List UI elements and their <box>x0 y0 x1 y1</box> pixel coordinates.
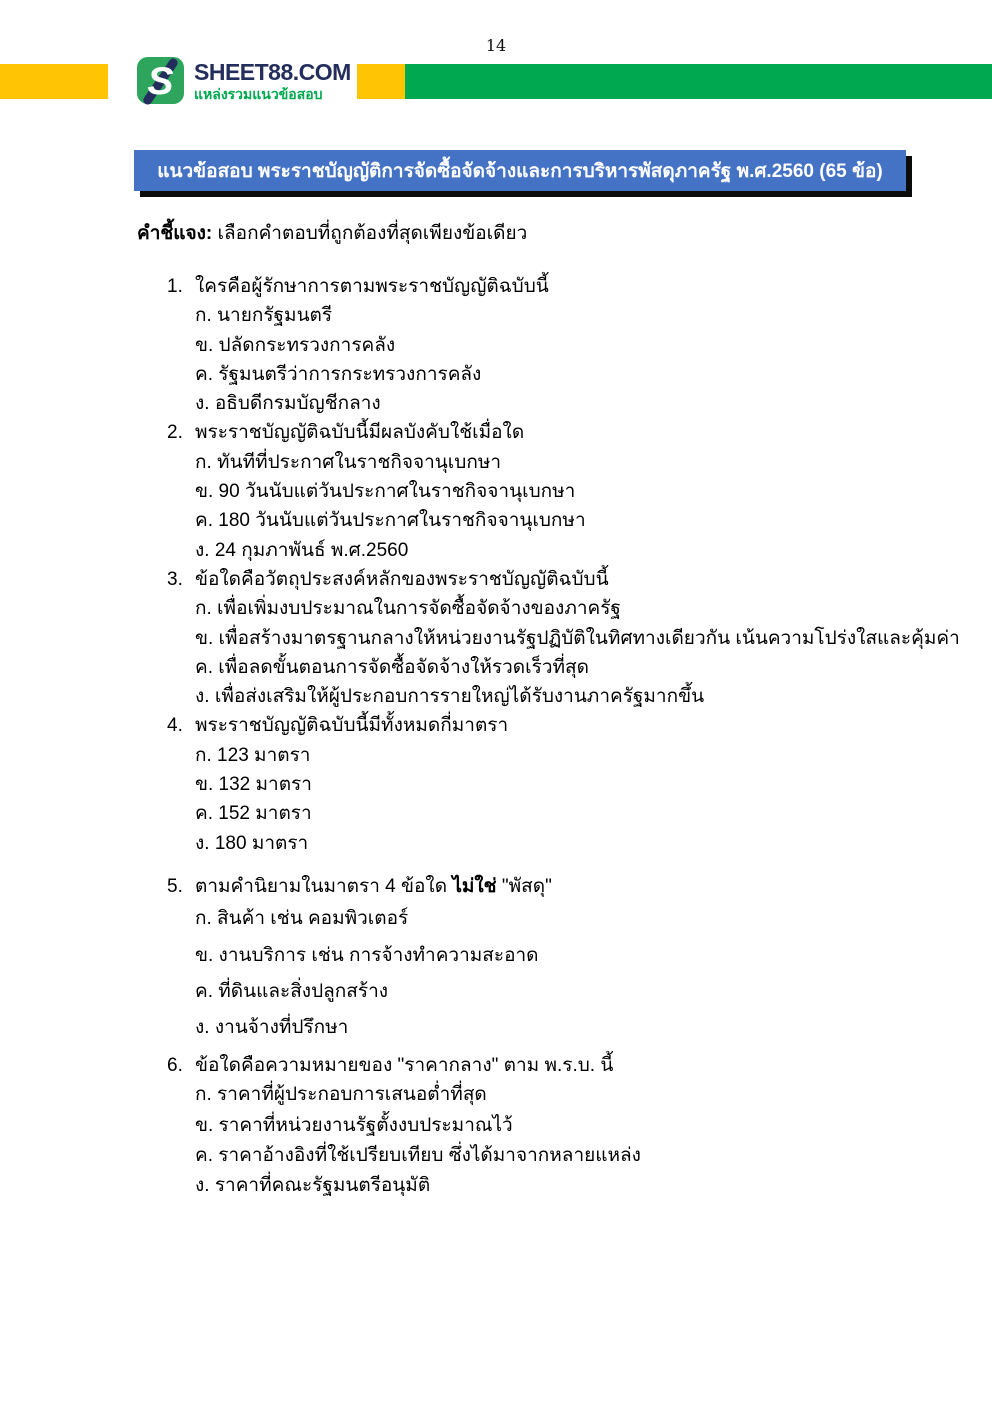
question-head <box>167 565 977 594</box>
logo-brand-name: SHEET88.COM <box>194 58 351 85</box>
question-text: ข้อใดคือวัตถุประสงค์หลักของพระราชบัญญัติฉบับนี้ <box>195 568 609 590</box>
questions <box>167 272 977 1202</box>
option-item: ง. อธิบดีกรมบัญชีกลาง <box>195 393 381 415</box>
option-item: ข. ราคาที่หน่วยงานรัฐตั้งงบประมาณไว้ <box>195 1114 513 1136</box>
sheet88-logo <box>136 56 357 105</box>
option-item: ก. ราคาที่ผู้ประกอบการเสนอต่ำที่สุด <box>195 1084 487 1106</box>
question-text: พระราชบัญญัติฉบับนี้มีทั้งหมดกี่มาตรา <box>195 715 509 737</box>
question-head <box>167 418 977 447</box>
svg-text:S: S <box>147 60 174 104</box>
question-item <box>167 1051 977 1202</box>
exam-title-banner: แนวข้อสอบ พระราชบัญญัติการจัดซื้อจัดจ้างและการบริหารพัสดุภาครัฐ พ.ศ.2560 (65 ข้อ) <box>134 150 906 191</box>
question-text: ข้อใดคือความหมายของ "ราคากลาง" ตาม พ.ร.บ. นี้ <box>195 1054 614 1076</box>
option-item: ง. เพื่อส่งเสริมให้ผู้ประกอบการรายใหญ่ได้รับงานภาครัฐมากขึ้น <box>195 686 705 708</box>
question-item <box>167 272 977 418</box>
question-options <box>167 594 977 711</box>
option-item: ค. ราคาอ้างอิงที่ใช้เปรียบเทียบ ซึ่งได้มาจากหลายแหล่ง <box>195 1144 641 1166</box>
question-text: ใครคือผู้รักษาการตามพระราชบัญญัติฉบับนี้ <box>195 276 549 297</box>
question-head <box>167 711 977 740</box>
option-item: ง. ราคาที่คณะรัฐมนตรีอนุมัติ <box>195 1175 431 1197</box>
option-item: ข. งานบริการ เช่น การจ้างทำความสะอาด <box>195 944 539 966</box>
question-item <box>167 565 977 711</box>
logo-tagline: แหล่งรวมแนวข้อสอบ <box>194 85 323 102</box>
question-head <box>167 1051 977 1080</box>
question-head <box>167 872 977 901</box>
instructions-text: เลือกคำตอบที่ถูกต้องที่สุดเพียงข้อเดียว <box>212 223 528 244</box>
question-item <box>167 872 977 1047</box>
option-item: ค. ที่ดินและสิ่งปลูกสร้าง <box>195 981 389 1003</box>
option-item: ข. 90 วันนับแต่วันประกาศในราชกิจจานุเบกษา <box>195 481 576 503</box>
question-options <box>167 741 977 858</box>
question-number: 5. <box>167 875 183 897</box>
question-head <box>167 272 977 301</box>
question-number: 1. <box>167 276 183 297</box>
option-item: ค. เพื่อลดขั้นตอนการจัดซื้อจัดจ้างให้รวดเร็วที่สุด <box>195 656 589 678</box>
question-item <box>167 711 977 857</box>
option-item: ข. 132 มาตรา <box>195 774 312 796</box>
instructions-label: คำชี้แจง: <box>137 223 213 244</box>
option-item: ง. 180 มาตรา <box>195 832 309 854</box>
option-item: ค. 180 วันนับแต่วันประกาศในราชกิจจานุเบกษา <box>195 510 586 532</box>
logo-text <box>194 59 351 103</box>
question-number: 3. <box>167 568 183 590</box>
question-number: 2. <box>167 422 183 444</box>
sheet88-s-logo-icon <box>136 56 185 105</box>
option-item: ง. งานจ้างที่ปรึกษา <box>195 1017 349 1039</box>
option-item: ค. 152 มาตรา <box>195 803 312 825</box>
option-item: ก. สินค้า เช่น คอมพิวเตอร์ <box>195 908 409 930</box>
option-item: ข. ปลัดกระทรวงการคลัง <box>195 334 396 356</box>
option-item: ค. รัฐมนตรีว่าการกระทรวงการคลัง <box>195 363 482 385</box>
question-number: 4. <box>167 715 183 737</box>
question-options <box>167 301 977 418</box>
header-yellow-bar-left <box>0 64 108 99</box>
option-item: ข. เพื่อสร้างมาตรฐานกลางให้หน่วยงานรัฐปฏิบัติในทิศทางเดียวกัน เน้นความโปร่งใสและคุ้มค่า <box>195 627 960 649</box>
option-item: ก. 123 มาตรา <box>195 744 311 766</box>
instructions-line <box>137 219 527 249</box>
question-text: ตามคำนิยามในมาตรา 4 ข้อใด ไม่ใช่ "พัสดุ" <box>195 875 552 897</box>
option-item: ง. 24 กุมภาพันธ์ พ.ศ.2560 <box>195 539 409 561</box>
question-number: 6. <box>167 1054 183 1076</box>
option-item: ก. นายกรัฐมนตรี <box>195 305 333 327</box>
question-options <box>167 901 977 1047</box>
header-green-bar <box>405 64 992 99</box>
question-item <box>167 418 977 564</box>
option-item: ก. เพื่อเพิ่มงบประมาณในการจัดซื้อจัดจ้างของภาครัฐ <box>195 598 621 620</box>
option-item: ก. ทันทีที่ประกาศในราชกิจจานุเบกษา <box>195 451 502 473</box>
page-number: 14 <box>485 36 507 55</box>
question-options <box>167 448 977 565</box>
question-text: พระราชบัญญัติฉบับนี้มีผลบังคับใช้เมื่อใด <box>195 422 525 444</box>
question-options <box>167 1080 977 1202</box>
